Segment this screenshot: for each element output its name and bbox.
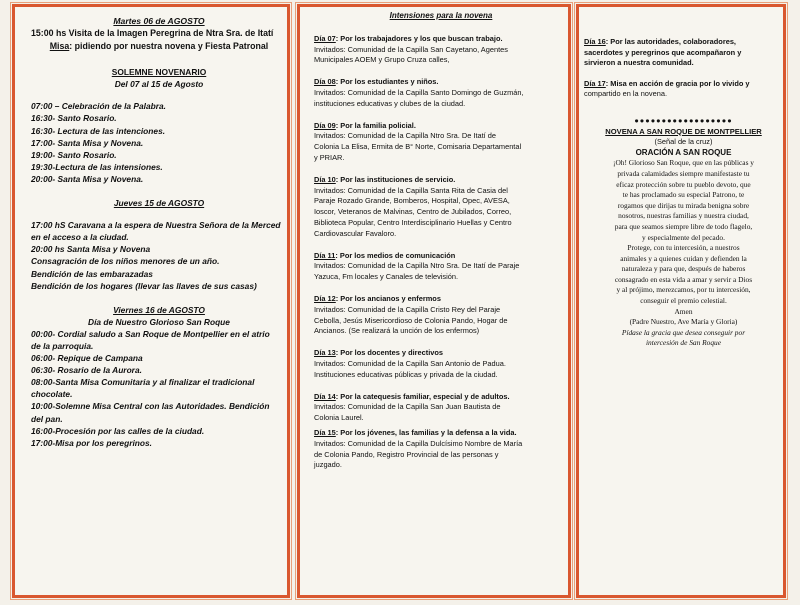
day16-line: : Por las autoridades, colaboradores, <box>605 37 736 46</box>
intention-invitados: Invitados: Comunidad de la Capilla Cristo Rey del Paraje <box>314 304 501 314</box>
intention-invitados: de Colonia Pando, Registro Provincial de las personas y <box>314 449 499 459</box>
intention-invitados: Instituciones educativas públicas y privada de la ciudad. <box>314 369 498 379</box>
intention-day-title: Día 12: Por los ancianos y enfermos <box>314 293 441 303</box>
day16-line: sirvieron a nuestra comunidad. <box>584 58 694 68</box>
intention-day-title: Día 14: Por la catequesis familiar, especial y de adultos. <box>314 391 510 401</box>
schedule-item: 20:00- Santa Misa y Novena. <box>31 173 144 184</box>
schedule-item: 19:00- Santo Rosario. <box>31 149 117 160</box>
intention-day-16 <box>579 37 783 69</box>
prayer-line: conseguir el premio celestial. <box>640 296 727 306</box>
misa-line <box>15 40 287 52</box>
intention-invitados: Invitados: Comunidad de la Capilla Santa Rita de Casia del <box>314 185 508 195</box>
intention-day-title: Día 09: Por la familia policial. <box>314 120 416 130</box>
prayer-line: y especialmente del pecado. <box>642 232 725 242</box>
prayer-line: animales y a quienes cuidan y defienden la <box>620 253 747 263</box>
schedule-item: 07:00 – Celebración de la Palabra. <box>31 101 166 112</box>
prayer-line: ¡Oh! Glorioso San Roque, que en las públicas y <box>612 158 754 168</box>
intention-invitados: y PRIAR. <box>314 152 345 162</box>
date-heading-viernes: Viernes 16 de AGOSTO <box>113 304 205 315</box>
prayer-text <box>579 158 783 306</box>
schedule-item: 16:30- Lectura de las intenciones. <box>31 125 166 136</box>
intention-invitados: Paraje Rozado Grande, Bomberos, Hospital, Opec, AVESA, <box>314 196 510 206</box>
intention-day <box>300 175 568 240</box>
intention-day <box>300 428 568 471</box>
day17-line: : Misa en acción de gracia por lo vivido y <box>605 78 750 88</box>
intention-invitados: instituciones educativas y clubes de la ciudad. <box>314 98 466 108</box>
prayer-line: naturaleza y para que, después de haberos <box>621 264 746 274</box>
intention-day <box>300 294 568 337</box>
intention-invitados: Ancianos. (Se realizará la unción de los enfermos) <box>314 326 480 336</box>
amen: Amen <box>674 306 693 316</box>
schedule-viernes <box>15 328 287 449</box>
intentions-column <box>297 4 571 598</box>
intention-invitados: Ioscor, Veteranos de Malvinas, Centro de Jubilados, Correo, <box>314 207 512 217</box>
schedule-item: 10:00-Solemne Misa Central con las Autoridades. Bendición <box>31 401 270 412</box>
date-heading-martes: Martes 06 de AGOSTO <box>113 16 205 26</box>
novenario-dates: Del 07 al 15 de Agosto <box>114 79 204 90</box>
intention-day <box>300 34 568 66</box>
intentions-title: Intensiones para la novena <box>389 11 493 20</box>
day16-label: Día 16 <box>584 37 606 46</box>
intention-day <box>300 251 568 283</box>
misa-label: Misa <box>49 41 70 52</box>
schedule-item: en el acceso a la ciudad. <box>31 232 129 243</box>
prayer-line: Protege, con tu intercesión, a nuestros <box>627 243 740 253</box>
schedule-item: 17:00-Misa por los peregrinos. <box>31 437 153 448</box>
prayer-line: privada calamidades siempre manifestaste tu <box>617 168 750 178</box>
schedule-novenario <box>15 100 287 185</box>
novena-title: NOVENA A SAN ROQUE DE MONTPELLIER <box>605 126 762 136</box>
day17-line: compartido en la novena. <box>584 89 667 99</box>
intention-day-title: Día 13: Por los docentes y directivos <box>314 348 443 358</box>
intention-day-17 <box>579 79 783 100</box>
intention-invitados: Yazuca, Fm locales y Canales de televisión. <box>314 272 459 282</box>
intention-invitados: Invitados: Comunidad de la Capilla Dulcísimo Nombre de María <box>314 438 523 448</box>
intention-day-title: Día 10: Por las instituciones de servicio. <box>314 174 456 184</box>
date-heading-jueves: Jueves 15 de AGOSTO <box>113 198 205 209</box>
intention-invitados: juzgado. <box>314 460 342 470</box>
intention-invitados: Invitados: Comunidad de la Capilla San Juan Bautista de <box>314 402 501 412</box>
oracion-title: ORACIÓN A SAN ROQUE <box>635 147 732 157</box>
schedule-item: 00:00- Cordial saludo a San Roque de Montpellier en el atrio <box>31 328 270 339</box>
intention-invitados: Invitados: Comunidad de la Capilla Santo Domingo de Guzmán, <box>314 87 524 97</box>
program-column <box>12 4 290 598</box>
intention-day-title: Día 07: Por los trabajadores y los que buscan trabajo. <box>314 33 503 43</box>
schedule-item: de la parroquia. <box>31 340 94 351</box>
schedule-item: 06:00- Repique de Campana <box>31 353 143 364</box>
prayer-column <box>576 4 786 598</box>
schedule-item: del pan. <box>31 413 63 424</box>
day17-label: Día 17 <box>584 78 606 88</box>
sign-of-cross: (Señal de la cruz) <box>654 137 713 147</box>
schedule-item: 16:00-Procesión por las calles de la ciudad. <box>31 425 205 436</box>
intention-invitados: Colonia Laurel. <box>314 413 364 423</box>
intention-invitados: Cebolla, Jesús Misericordioso de Colonia Pando, Hogar de <box>314 315 508 325</box>
prayer-line: te has proclamado su especial Patrono, te <box>622 190 745 200</box>
prayer-line: eficaz protección sobre tu pueblo devoto, que <box>616 179 751 189</box>
schedule-item: Bendición de las embarazadas <box>31 268 153 279</box>
intention-day-title: Día 08: Por los estudiantes y niños. <box>314 77 439 87</box>
schedule-item: 17:00 hS Caravana a la espera de Nuestra Señora de la Merced <box>31 220 281 231</box>
schedule-item: 08:00-Santa Misa Comunitaria y al finalizar el tradicional <box>31 377 255 388</box>
intention-day-title: Día 11: Por los medios de comunicación <box>314 250 456 260</box>
intention-invitados: Colonia La Elisa, Ermita de B° Norte, Comisaria Departamental <box>314 142 522 152</box>
schedule-item: 06:30- Rosario de la Aurora. <box>31 365 142 376</box>
intention-invitados: Invitados: Comunidad de la Capilla San Cayetano, Agentes <box>314 44 508 54</box>
prayer-line: y al prójimo, merezcamos, por tu intercesión, <box>616 285 751 295</box>
schedule-item: 19:30-Lectura de las intensiones. <box>31 161 163 172</box>
pidase-line: Pídase la gracia que desea conseguir por <box>621 327 746 337</box>
schedule-item: 16:30- Santo Rosario. <box>31 113 117 124</box>
intention-invitados: Cardiovascular Favaloro. <box>314 228 397 238</box>
intention-day-title: Día 15: Por los jóvenes, las familias y la defensa a la vida. <box>314 427 517 437</box>
schedule-item: chocolate. <box>31 389 73 400</box>
intention-invitados: Invitados: Comunidad de la Capilla San Antonio de Padua. <box>314 358 506 368</box>
intention-day <box>300 121 568 164</box>
prayer-line: rogamos que dirijas tu mirada benigna sobre <box>617 200 750 210</box>
pidase-line: intercesión de San Roque <box>645 338 722 348</box>
prayer-line: consagrado en esta vida a amar y servir a Dios <box>614 274 753 284</box>
misa-text: : pidiendo por nuestra novena y Fiesta Patronal <box>69 41 269 52</box>
intention-invitados: Invitados: Comunidad de la Capilla Ntro Sra. De Itatí de <box>314 131 496 141</box>
novenario-title: SOLEMNE NOVENARIO <box>111 67 207 78</box>
intention-day <box>300 392 568 424</box>
schedule-item: 17:00- Santa Misa y Novena. <box>31 137 144 148</box>
schedule-item: Consagración de los niños menores de un año. <box>31 256 220 267</box>
schedule-item: 20:00 hs Santa Misa y Novena <box>31 244 151 255</box>
date-subheading-viernes: Día de Nuestro Glorioso San Roque <box>88 316 230 327</box>
intention-invitados: Biblioteca Popular, Centro Interdisciplinario Huellas y Centro <box>314 217 512 227</box>
padre-nuestro-line: (Padre Nuestro, Ave María y Gloria) <box>629 317 738 327</box>
prayer-line: nosotros, nuestras familias y nuestra ciudad, <box>618 211 749 221</box>
intention-day <box>300 348 568 380</box>
day16-line: sacerdotes y peregrinos que acompañaron y <box>584 47 742 57</box>
visit-line: 15:00 hs Visita de la Imagen Peregrina de Ntra Sra. de Itatí <box>31 28 274 39</box>
schedule-item: Bendición de los hogares (llevar las llaves de sus casas) <box>31 280 257 291</box>
dotted-separator: ●●●●●●●●●●●●●●●●●● <box>634 115 733 125</box>
prayer-line: para que seamos siempre libre de todo flagelo, <box>614 221 753 231</box>
intention-day <box>300 77 568 109</box>
intention-invitados: Invitados: Comunidad de la Capilla Ntro Sra. De Itatí de Paraje <box>314 261 520 271</box>
schedule-jueves <box>15 219 287 292</box>
intention-invitados: Municipales AOEM y Grupo Cruza calles, <box>314 55 450 65</box>
